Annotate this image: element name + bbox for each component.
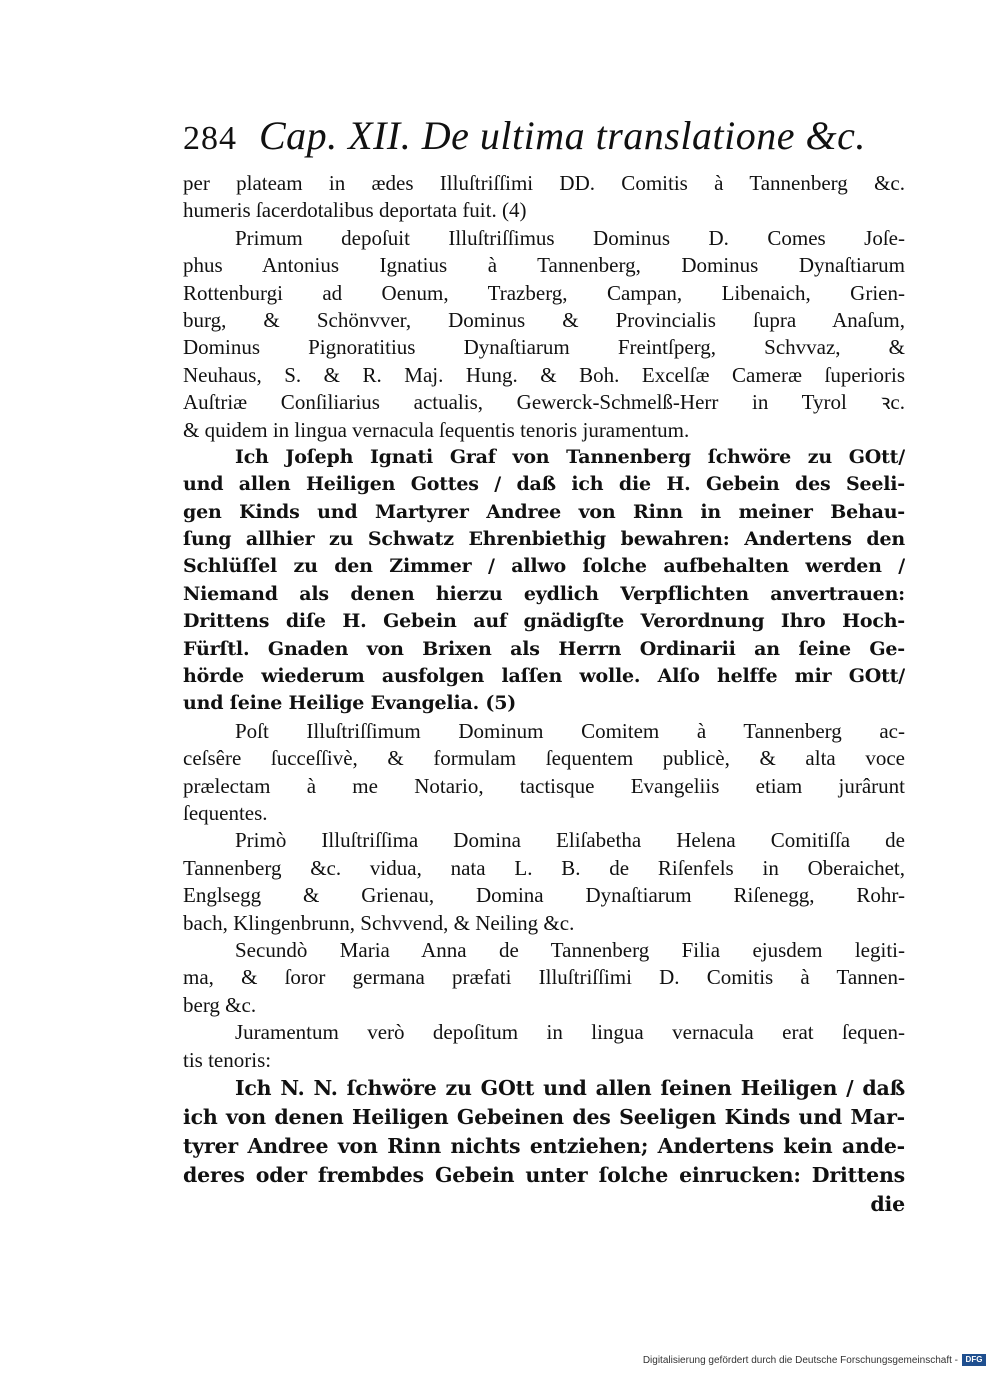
- text-line: Dominus Pignoratitius Dynaſtiarum Freintſperg, Schvvaz, &: [183, 335, 905, 360]
- text-line: und ſeine Heilige Evangelia. (5): [183, 692, 517, 715]
- text-line: per plateam in ædes Illuſtriſſimi DD. Comitis à Tannenberg &c.: [183, 171, 905, 195]
- page-header: [183, 112, 913, 164]
- text-line: Tannenberg &c. vidua, nata L. B. de Riſenfels in Oberaichet,: [183, 855, 905, 880]
- text-line: bach, Klingenbrunn, Schvvend, & Neiling &c.: [183, 910, 575, 935]
- text-line: Englsegg & Grienau, Domina Dynaſtiarum Riſenegg, Rohr-: [183, 883, 905, 908]
- text-line: Juramentum verò depoſitum in lingua vernacula erat ſequen-: [235, 1020, 905, 1045]
- text-line: Drittens diſe H. Gebein auf gnädigſte Verordnung Ihro Hoch-: [183, 610, 905, 633]
- text-line: Rottenburgi ad Oenum, Trazberg, Campan, Libenaich, Grien-: [183, 280, 905, 305]
- body-text: [183, 170, 905, 1219]
- text-line: gen Kinds und Martyrer Andree von Rinn in meiner Behau-: [183, 500, 905, 523]
- text-line: Poſt Illuſtriſſimum Dominum Comitem à Tannenberg ac-: [235, 718, 905, 743]
- text-line: Ich Joſeph Ignati Graf von Tannenberg ſchwöre zu GOtt/: [235, 445, 905, 468]
- text-line: Ich N. N. ſchwöre zu GOtt und allen ſeinen Heiligen / daß: [235, 1075, 905, 1100]
- text-line: tyrer Andree von Rinn nichts entziehen; Andertens kein ande-: [183, 1133, 905, 1158]
- text-line: berg &c.: [183, 992, 257, 1017]
- text-line: Primò Illuſtriſſima Domina Eliſabetha Helena Comitiſſa de: [235, 828, 905, 853]
- page-number: 284: [183, 120, 237, 157]
- text-line: ich von denen Heiligen Gebeinen des Seeligen Kinds und Mar-: [183, 1104, 905, 1129]
- text-line: die: [870, 1191, 905, 1216]
- text-line: Schlüſſel zu den Zimmer / allwo ſolche aufbehalten werden /: [183, 555, 905, 578]
- text-line: ceſsêre ſucceſſivè, & formulam ſequentem publicè, & alta voce: [183, 746, 905, 771]
- text-line: & quidem in lingua vernacula ſequentis tenoris juramentum.: [183, 417, 690, 442]
- text-line: burg, & Schönvver, Dominus & Provincialis ſupra Anaſum,: [183, 307, 905, 332]
- text-line: phus Antonius Ignatius à Tannenberg, Dominus Dynaſtiarum: [183, 253, 905, 278]
- text-line: Primum depoſuit Illuſtriſſimus Dominus D. Comes Joſe-: [235, 225, 905, 250]
- text-line: Niemand als denen hierzu eydlich Verpflichten anvertrauen:: [183, 582, 905, 605]
- text-line: Secundò Maria Anna de Tannenberg Filia ejusdem legiti-: [235, 937, 905, 962]
- text-line: hörde wiederum ausfolgen laſſen wolle. Alſo helffe mir GOtt/: [183, 665, 905, 688]
- text-line: tis tenoris:: [183, 1047, 272, 1072]
- text-line: Fürſtl. Gnaden von Brixen als Herrn Ordinarii an ſeine Ge-: [183, 637, 905, 660]
- running-title: Cap. XII. De ultima translatione &c.: [259, 113, 866, 158]
- text-line: Auſtriæ Conſiliarius actualis, Gewerck-Schmelß-Herr in Tyrol ꝛc.: [183, 390, 905, 415]
- text-line: ſequentes.: [183, 800, 268, 825]
- text-line: Neuhaus, S. & R. Maj. Hung. & Boh. Excelſæ Cameræ ſuperioris: [183, 362, 905, 387]
- digitization-footer: [643, 1352, 986, 1368]
- dfg-logo: DFG: [962, 1354, 986, 1366]
- text-line: deres oder frembdes Gebein unter ſolche einrucken: Drittens: [183, 1162, 905, 1187]
- text-line: ſung allhier zu Schwatz Ehrenbiethig bewahren: Andertens den: [183, 528, 905, 551]
- text-line: humeris ſacerdotalibus deportata fuit. (4): [183, 198, 527, 223]
- footer-credit: Digitalisierung gefördert durch die Deutsche Forschungsgemeinschaft -: [642, 1354, 958, 1366]
- text-line: prælectam à me Notario, tactisque Evangeliis etiam jurârunt: [183, 773, 905, 798]
- text-line: und allen Heiligen Gottes / daß ich die H. Gebein des Seeli-: [183, 473, 905, 496]
- text-line: ma, & ſoror germana præfati Illuſtriſſimi D. Comitis à Tannen-: [183, 965, 905, 990]
